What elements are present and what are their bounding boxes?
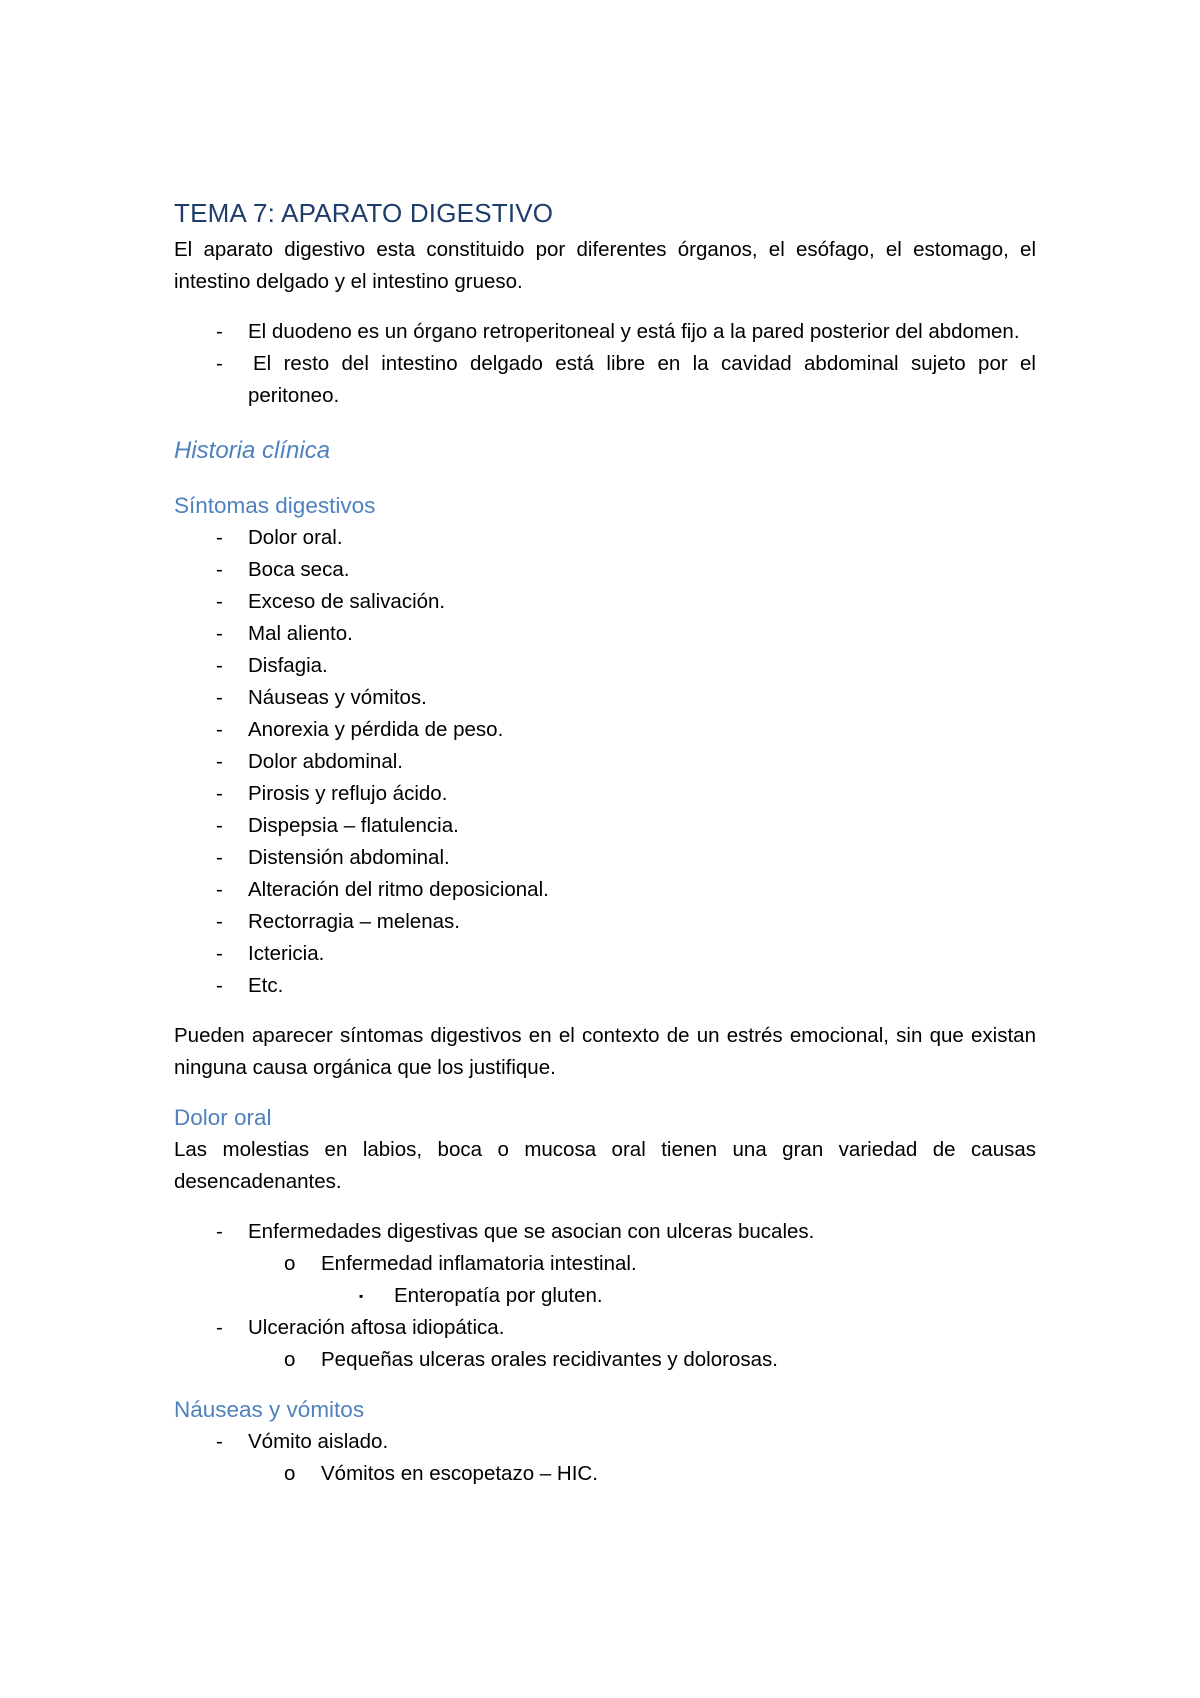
list-item-text: Exceso de salivación. <box>248 590 446 613</box>
sub-list-item-text: Pequeñas ulceras orales recidivantes y dolorosas. <box>321 1348 778 1371</box>
circle-bullet: o <box>284 1252 296 1275</box>
list-item <box>174 1426 1036 1490</box>
dash-bullet: - <box>216 878 223 901</box>
list-item <box>174 650 1036 682</box>
section-heading-historia: Historia clínica <box>174 437 331 464</box>
dash-bullet: - <box>216 846 223 869</box>
dash-bullet: - <box>216 654 223 677</box>
list-item <box>174 682 1036 714</box>
sub-sub-list-item <box>321 1280 1036 1312</box>
list-item <box>174 714 1036 746</box>
spacer <box>174 468 1036 490</box>
sintomas-list <box>174 522 1036 1002</box>
list-item-text: Ulceración aftosa idiopática. <box>248 1316 505 1339</box>
sub-list-item <box>248 1248 1036 1312</box>
sintomas-note: Pueden aparecer síntomas digestivos en el contexto de un estrés emocional, sin que existan ninguna causa orgánica que los justifique. <box>174 1024 1036 1079</box>
dash-bullet: - <box>216 1430 223 1453</box>
list-item-text: Mal aliento. <box>248 622 353 645</box>
sub-list <box>248 1458 1036 1490</box>
list-item <box>174 970 1036 1002</box>
list-item <box>174 810 1036 842</box>
list-item-text: Dolor abdominal. <box>248 750 403 773</box>
document-content <box>174 196 1036 1490</box>
dash-bullet: - <box>216 622 223 645</box>
sub-list-item-text: Enfermedad inflamatoria intestinal. <box>321 1252 637 1275</box>
sub-list-item <box>248 1344 1036 1376</box>
intro-list <box>174 316 1036 412</box>
dash-bullet: - <box>216 1316 223 1339</box>
list-item <box>174 554 1036 586</box>
list-item-text: Disfagia. <box>248 654 328 677</box>
list-item <box>174 842 1036 874</box>
sub-sub-list-item-text: Enteropatía por gluten. <box>394 1284 603 1307</box>
list-item <box>174 316 1036 348</box>
dash-bullet: - <box>216 974 223 997</box>
list-item <box>174 522 1036 554</box>
list-item-text: Alteración del ritmo deposicional. <box>248 878 549 901</box>
list-item-text: Boca seca. <box>248 558 350 581</box>
list-item-text: Dispepsia – flatulencia. <box>248 814 459 837</box>
dash-bullet: - <box>216 718 223 741</box>
spacer <box>174 412 1036 434</box>
list-item-text: Ictericia. <box>248 942 325 965</box>
dolor-intro: Las molestias en labios, boca o mucosa oral tienen una gran variedad de causas desencadenantes. <box>174 1138 1036 1193</box>
list-item-text: Rectorragia – melenas. <box>248 910 460 933</box>
spacer <box>174 1084 1036 1102</box>
dash-bullet: - <box>216 558 223 581</box>
intro-paragraph: El aparato digestivo esta constituido por diferentes órganos, el esófago, el estomago, el intestino delgado y el intestino grueso. <box>174 238 1036 293</box>
dash-bullet: - <box>216 686 223 709</box>
section-heading-nauseas: Náuseas y vómitos <box>174 1397 365 1422</box>
dolor-list <box>174 1216 1036 1376</box>
list-item <box>174 938 1036 970</box>
dash-bullet: - <box>216 526 223 549</box>
sub-list <box>248 1248 1036 1312</box>
spacer <box>174 1376 1036 1394</box>
list-item-text: Dolor oral. <box>248 526 343 549</box>
dash-bullet: - <box>216 782 223 805</box>
section-heading-sintomas: Síntomas digestivos <box>174 493 376 518</box>
page-title: TEMA 7: APARATO DIGESTIVO <box>174 198 554 228</box>
list-item-text: Pirosis y reflujo ácido. <box>248 782 448 805</box>
list-item <box>174 1312 1036 1376</box>
spacer <box>174 1198 1036 1216</box>
list-item-text: El resto del intestino delgado está libre en la cavidad abdominal sujeto por el peritoneo. <box>248 352 1036 407</box>
dash-bullet: - <box>216 590 223 613</box>
list-item <box>174 348 1036 412</box>
list-item-text: Vómito aislado. <box>248 1430 389 1453</box>
list-item <box>174 906 1036 938</box>
list-item-text: Enfermedades digestivas que se asocian con ulceras bucales. <box>248 1220 815 1243</box>
dash-bullet: - <box>216 1220 223 1243</box>
list-item <box>174 874 1036 906</box>
circle-bullet: o <box>284 1348 296 1371</box>
list-item-text: Distensión abdominal. <box>248 846 450 869</box>
dash-bullet: - <box>216 352 223 375</box>
sub-sub-list <box>321 1280 1036 1312</box>
list-item <box>174 1216 1036 1312</box>
list-item <box>174 778 1036 810</box>
list-item-text: Anorexia y pérdida de peso. <box>248 718 504 741</box>
dash-bullet: - <box>216 320 223 343</box>
list-item-text: Etc. <box>248 974 284 997</box>
dash-bullet: - <box>216 910 223 933</box>
list-item <box>174 746 1036 778</box>
sub-list-item-text: Vómitos en escopetazo – HIC. <box>321 1462 598 1485</box>
list-item-text: Náuseas y vómitos. <box>248 686 427 709</box>
square-bullet: ▪ <box>359 1289 364 1303</box>
list-item <box>174 618 1036 650</box>
nauseas-list <box>174 1426 1036 1490</box>
dash-bullet: - <box>216 750 223 773</box>
sub-list-item <box>248 1458 1036 1490</box>
spacer <box>174 298 1036 316</box>
section-heading-dolor-oral: Dolor oral <box>174 1105 272 1130</box>
dash-bullet: - <box>216 814 223 837</box>
spacer <box>174 1002 1036 1020</box>
list-item-text: El duodeno es un órgano retroperitoneal y está fijo a la pared posterior del abdomen. <box>248 320 1020 343</box>
list-item <box>174 586 1036 618</box>
dash-bullet: - <box>216 942 223 965</box>
circle-bullet: o <box>284 1462 296 1485</box>
sub-list <box>248 1344 1036 1376</box>
